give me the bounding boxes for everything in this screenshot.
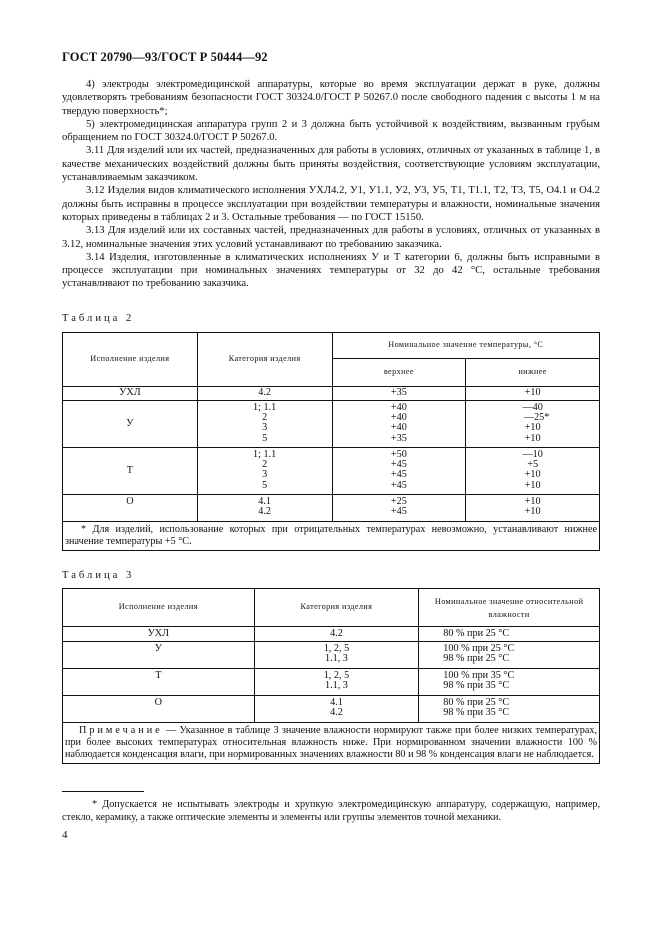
table3-humidity: 98 % при 25 °С — [443, 653, 510, 665]
table3-execution: УХЛ — [147, 628, 170, 639]
table2-header-execution: Исполнение изделия — [63, 333, 198, 387]
table3-category: 1, 2, 5 — [323, 670, 350, 681]
table2-upper: +40 — [390, 402, 407, 413]
table3-note-text: — Указанное в таблице 3 значение влажности нормируют также при более низких температурах, при более высоких температурах относительная влажность ниже. При нормированном значении влажности 100 % наблюдается конденсация влаги, при нормированных значениях влажности 80 и 98 % конденсация влаги не наблюдается. — [65, 725, 597, 760]
table3-humidity: 80 % при 25 °С — [443, 697, 510, 708]
table3-note-label: Примечание — [79, 725, 163, 736]
table2-upper: +35 — [390, 432, 407, 444]
table2-execution: О — [126, 496, 134, 507]
table2-category: 4.2 — [258, 387, 271, 398]
table2-header-nominal: Номинальное значение температуры, °С — [332, 333, 599, 359]
table3-category: 1, 2, 5 — [323, 643, 350, 654]
table2-execution: У — [126, 417, 134, 429]
table2-lower: +10 — [524, 496, 541, 507]
footnote-divider — [62, 791, 144, 792]
table2-header-lower: нижнее — [466, 359, 600, 387]
table2-execution: УХЛ — [119, 387, 141, 398]
table2-lower: +5 — [527, 459, 539, 471]
table2-note: * Для изделий, использование которых при отрицательных температурах невозможно, устанавливают нижнее значение температуры +5 °С. — [63, 522, 600, 551]
footnote: * Допускается не испытывать электроды и хрупкую электромедицинскую аппаратуру, содержащую, например, стекло, керамику, а также оптические элементы и элементы или группы элементов точной механики. — [62, 799, 600, 823]
table3-humidity: 98 % при 35 °С — [443, 707, 510, 719]
table-row — [63, 696, 600, 723]
table-row — [63, 495, 600, 522]
table2-category: 2 — [262, 459, 268, 471]
table2-execution: Т — [126, 464, 133, 476]
table2-lower: +10 — [524, 469, 541, 481]
body-text — [62, 78, 600, 291]
table3-category: 1.1, 3 — [324, 653, 348, 665]
paragraph: 5) электромедицинская аппаратура групп 2 и 3 должна быть устойчивой к воздействиям, вызванным грубым обращением по ГОСТ 30324.0/ГОСТ Р 50267.0. — [62, 118, 600, 144]
table3-caption: Таблица 3 — [62, 570, 135, 581]
table2-header-category: Категория изделия — [197, 333, 332, 387]
table3-humidity: 98 % при 35 °С — [443, 680, 510, 692]
paragraph: 3.12 Изделия видов климатического исполнения УХЛ4.2, У1, У1.1, У2, У3, У5, Т1, Т1.1, Т2, Т3, Т5, О4.1 и О4.2 должны быть исправны в процессе эксплуатации при воздействии температуры и влажности, номинальные значения которых приведены в таблицах 2 и 3. Остальные требования — по ГОСТ 15150. — [62, 185, 600, 223]
table2-category: 3 — [262, 469, 268, 481]
table2-category: 4.1 — [258, 496, 271, 507]
table3-humidity: 100 % при 35 °С — [443, 670, 515, 681]
table2-lower: +10 — [524, 387, 541, 398]
table2-upper: +45 — [390, 459, 407, 471]
table3-execution: У — [154, 643, 162, 654]
table3-humidity: 80 % при 25 °С — [443, 628, 510, 639]
table2-upper: +50 — [390, 449, 407, 460]
table2-upper: +40 — [390, 422, 407, 434]
table3-category: 1.1, 3 — [324, 680, 348, 692]
table2-category: 4.2 — [258, 506, 271, 518]
table2-lower: —10 — [522, 449, 543, 460]
table2-lower: —25* — [523, 412, 550, 424]
table2-header-upper: верхнее — [332, 359, 466, 387]
table2-upper: +35 — [390, 387, 407, 398]
table2-lower: +10 — [524, 432, 541, 444]
table3 — [62, 588, 600, 764]
table2-lower: +10 — [524, 506, 541, 518]
paragraph: 4) электроды электромедицинской аппаратуры, которые во время эксплуатации держат в руке, должны удовлетворять требованиям безопасности ГОСТ 30324.0/ГОСТ Р 50267.0 после свободного падения с высоты 1 м на твердую поверхность*; — [62, 79, 600, 117]
table2-category: 5 — [262, 479, 268, 491]
table2-caption: Таблица 2 — [62, 313, 135, 324]
page-header: ГОСТ 20790—93/ГОСТ Р 50444—92 — [62, 50, 268, 64]
table2-category: 5 — [262, 432, 268, 444]
table-row — [63, 669, 600, 696]
table3-humidity: 100 % при 25 °С — [443, 643, 515, 654]
paragraph: 3.13 Для изделий или их составных частей, предназначенных для работы в условиях, отличных от указанных в 3.12, номинальные значения этих условий устанавливают по требованию заказчика. — [62, 225, 600, 250]
table2-lower: +10 — [524, 479, 541, 491]
table3-header-humidity: Номинальное значение относительной влажности — [419, 589, 600, 627]
table-row — [63, 642, 600, 669]
table2-upper: +45 — [390, 469, 407, 481]
table2-upper: +45 — [390, 479, 407, 491]
table-row — [63, 627, 600, 642]
table3-header-category: Категория изделия — [254, 589, 419, 627]
table3-header-execution: Исполнение изделия — [63, 589, 255, 627]
table-row — [63, 448, 600, 495]
table2 — [62, 332, 600, 551]
table2-category: 3 — [262, 422, 268, 434]
table3-execution: Т — [155, 670, 162, 681]
table-row — [63, 401, 600, 448]
table2-category: 2 — [262, 412, 268, 424]
table3-category: 4.2 — [330, 628, 343, 639]
table-row — [63, 387, 600, 401]
paragraph: 3.11 Для изделий или их частей, предназначенных для работы в условиях, отличных от указанных в таблице 1, в качестве механических воздействий должны быть приняты воздействия, соответствующие условиям эксплуатации, устанавливаемым заказчиком. — [62, 145, 600, 184]
table2-lower: —40 — [522, 402, 543, 413]
table2-upper: +25 — [390, 496, 407, 507]
table2-category: 1; 1.1 — [253, 402, 277, 413]
table3-note — [63, 723, 600, 764]
paragraph: 3.14 Изделия, изготовленные в климатических исполнениях У и Т категории 6, должны быть исправными в процессе эксплуатации при номинальных значениях температуры от 32 до 42 °С, остальные требования устанавливают по требованию заказчика. — [62, 251, 600, 290]
table2-upper: +40 — [390, 412, 407, 424]
table3-category: 4.2 — [330, 707, 343, 719]
table3-execution: О — [154, 697, 162, 708]
table2-lower: +10 — [524, 422, 541, 434]
table2-upper: +45 — [390, 506, 407, 518]
table2-category: 1; 1.1 — [253, 449, 277, 460]
page-number: 4 — [62, 829, 68, 841]
table3-category: 4.1 — [330, 697, 343, 708]
